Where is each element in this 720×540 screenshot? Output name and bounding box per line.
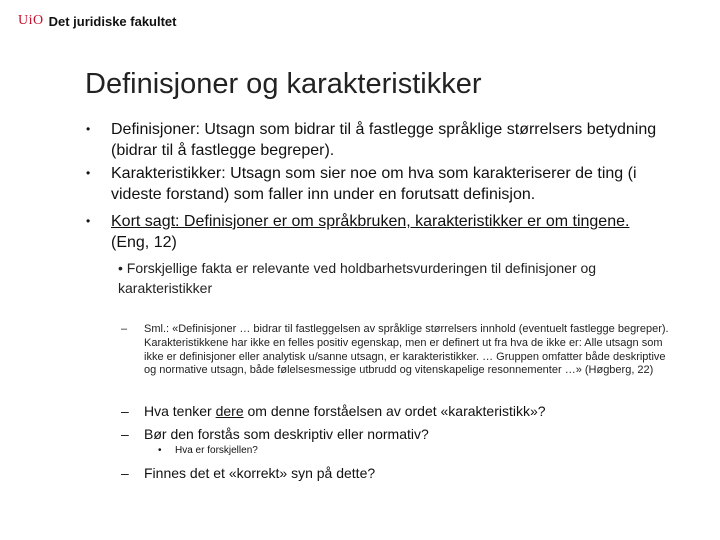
quote-text: Sml.: «Definisjoner … bidrar til fastleggelsen av språklige størrelsers innhold (eventuelt fastlegge begreper). Karakteristikkene har ikke en felles positiv egenskap, men er definert ut fra hva de ikke er: Alle utsagn som ikke er definisjoner eller analytisk u/sanne utsagn, er karakteristikker. … Gruppen omfatter både deskriptive og normative utsagn, både følelsesmessige utbrudd og vitenskapelige resonnementer …» (Høgberg, 22) (144, 323, 669, 377)
sub-question-text: Hva er forskjellen? (175, 445, 258, 456)
bullet-marker: • (86, 166, 91, 180)
summary-source: (Eng, 12) (111, 234, 177, 251)
sub-bullet-marker: • (118, 260, 123, 276)
bullet-marker: • (158, 445, 162, 456)
bullet-marker: • (86, 122, 91, 136)
summary-underlined: Kort sagt: Definisjoner er om språkbruken, karakteristikker er om tingene. (111, 213, 630, 230)
question-text: Finnes det et «korrekt» syn på dette? (144, 465, 376, 481)
faculty-name: Det juridiske fakultet (48, 13, 177, 29)
dash-marker: – (121, 323, 128, 335)
bullet-text (111, 211, 671, 253)
question-text: Hva tenker dere om denne forståelsen av ordet «karakteristikk»? (144, 403, 546, 419)
bullet-text: Definisjoner: Utsagn som bidrar til å fastlegge språklige størrelsers betydning (bidrar til å fastlegge begreper). (111, 121, 657, 159)
question-text: Bør den forstås som deskriptiv eller normativ? (144, 426, 429, 442)
dash-marker: – (121, 403, 129, 419)
bullet-text: Karakteristikker: Utsagn som sier noe om hva som karakteriserer de ting (i videste forstand) som faller inn under en forutsatt definisjon. (111, 165, 637, 203)
underlined-word: dere (215, 403, 244, 419)
header (18, 13, 177, 29)
dash-marker: – (121, 426, 129, 442)
slide-title: Definisjoner og karakteristikker (85, 68, 482, 100)
bullet-marker: • (86, 214, 91, 228)
sub-bullet-text: Forskjellige fakta er relevante ved holdbarhetsvurderingen til definisjoner og karakteristikker (118, 260, 597, 296)
sub-bullet-facts (118, 258, 678, 298)
dash-marker: – (121, 465, 129, 481)
uio-logo: UiO (18, 13, 44, 28)
